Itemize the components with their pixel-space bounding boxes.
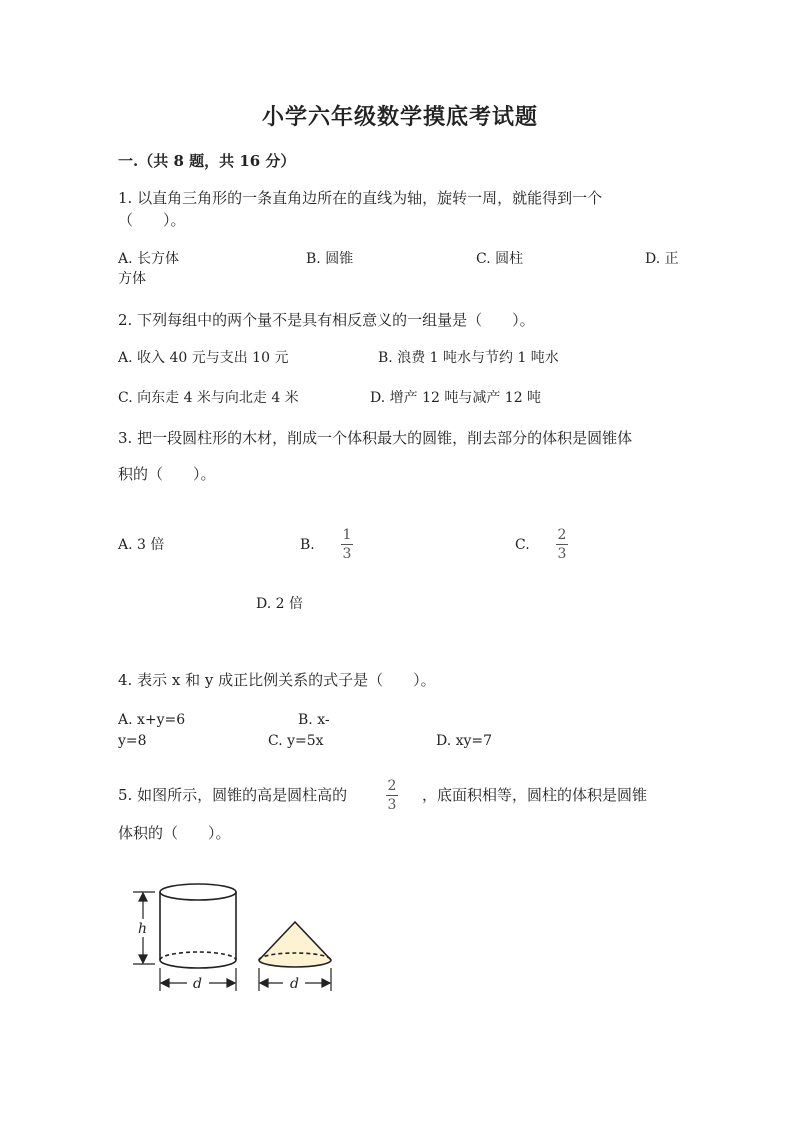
question-3-option-a[interactable]: A. 3 倍 bbox=[118, 537, 165, 553]
question-2-line-1: 2. 下列每组中的两个量不是具有相反意义的一组量是（ ）。 bbox=[118, 311, 535, 329]
question-4-option-d[interactable]: D. xy=7 bbox=[436, 733, 493, 749]
question-1-option-d[interactable]: D. 正 bbox=[645, 251, 679, 267]
page-title: 小学六年级数学摸底考试题 bbox=[261, 104, 538, 130]
height-label: h bbox=[138, 921, 148, 937]
cone-shape bbox=[259, 922, 331, 967]
fraction-bar bbox=[556, 544, 568, 545]
fraction-denominator: 3 bbox=[342, 546, 352, 562]
question-5-fraction bbox=[386, 779, 398, 812]
question-5-line-1a: 5. 如图所示，圆锥的高是圆柱高的 bbox=[118, 786, 348, 804]
question-4-option-c[interactable]: C. y=5x bbox=[268, 733, 324, 749]
cylinder-cone-figure bbox=[125, 875, 345, 1000]
fraction-denominator: 3 bbox=[387, 797, 397, 813]
question-2-option-d[interactable]: D. 增产 12 吨与减产 12 吨 bbox=[370, 390, 542, 406]
question-1-option-c[interactable]: C. 圆柱 bbox=[476, 251, 524, 267]
question-4-option-a[interactable]: A. x+y=6 bbox=[118, 712, 186, 728]
question-3-line-1: 3. 把一段圆柱形的木材，削成一个体积最大的圆锥，削去部分的体积是圆锥体 bbox=[118, 429, 633, 447]
fraction-numerator: 1 bbox=[342, 527, 352, 543]
question-3-option-b[interactable]: B. bbox=[300, 537, 315, 553]
fraction-numerator: 2 bbox=[557, 527, 567, 543]
question-3-line-2: 积的（ ）。 bbox=[118, 465, 216, 483]
question-3-option-c[interactable]: C. bbox=[515, 537, 530, 553]
fraction-numerator: 2 bbox=[387, 778, 397, 794]
question-1-option-a[interactable]: A. 长方体 bbox=[118, 251, 180, 267]
question-4-option-b[interactable]: B. x- bbox=[298, 712, 330, 728]
question-5-line-1b: ，底面积相等，圆柱的体积是圆锥 bbox=[422, 786, 648, 804]
question-4-line-1: 4. 表示 x 和 y 成正比例关系的式子是（ ）。 bbox=[118, 671, 436, 689]
fraction-denominator: 3 bbox=[557, 546, 567, 562]
question-2-option-a[interactable]: A. 收入 40 元与支出 10 元 bbox=[118, 350, 289, 366]
question-1-line-2: （ ）。 bbox=[118, 211, 186, 229]
question-3-option-d[interactable]: D. 2 倍 bbox=[256, 596, 303, 612]
question-2-option-c[interactable]: C. 向东走 4 米与向北走 4 米 bbox=[118, 390, 299, 406]
fraction-bar bbox=[341, 544, 353, 545]
question-2-option-b[interactable]: B. 浪费 1 吨水与节约 1 吨水 bbox=[378, 350, 559, 366]
cylinder-diameter-label: d bbox=[193, 976, 202, 992]
cone-diameter-label: d bbox=[290, 976, 299, 992]
question-5-line-2: 体积的（ ）。 bbox=[118, 824, 231, 842]
question-1-line-1: 1. 以直角三角形的一条直角边所在的直线为轴，旋转一周，就能得到一个 bbox=[118, 189, 603, 207]
section-header: 一.（共 8 题，共 16 分） bbox=[118, 152, 296, 170]
question-3-option-c-fraction bbox=[556, 528, 568, 561]
question-1-option-d-wrap: 方体 bbox=[118, 271, 146, 287]
fraction-bar bbox=[386, 795, 398, 796]
question-3-option-b-fraction bbox=[341, 528, 353, 561]
question-1-option-b[interactable]: B. 圆锥 bbox=[306, 251, 354, 267]
question-4-option-b-wrap: y=8 bbox=[118, 733, 147, 749]
cylinder-shape bbox=[160, 884, 236, 968]
